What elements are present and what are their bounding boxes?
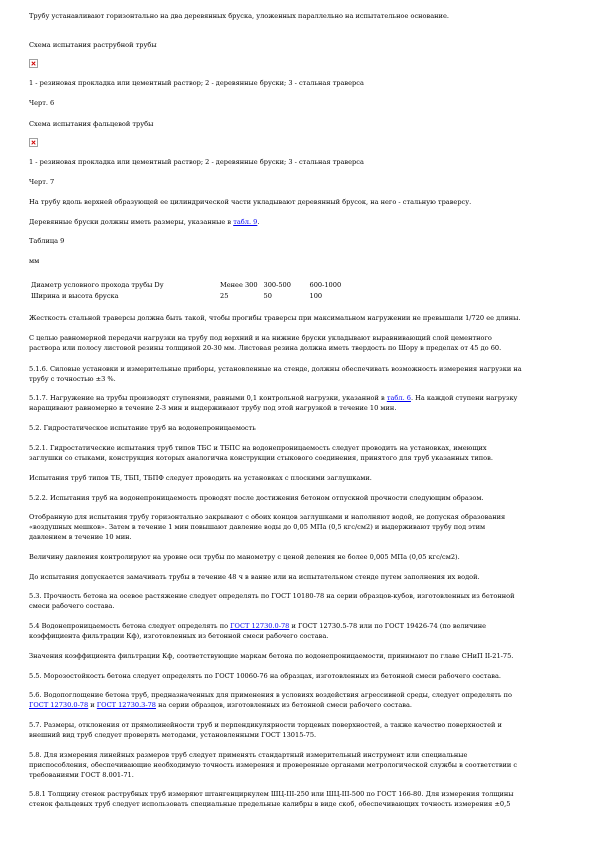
paragraph-line: трубу с точностью ±3 %.: [29, 375, 116, 383]
paragraph-text: . На каждой ступени нагрузку: [410, 394, 518, 402]
paragraph-line: 5.1.6. Силовые установки и измерительные приборы, установленные на стенде, должны обеспечивать возможность измерения нагрузки на: [29, 365, 522, 373]
paragraph-line: 5.6. Водопоглощение бетона труб, предназначенных для применения в условиях воздействия агрессивной среды, следует определять по: [29, 691, 512, 699]
paragraph-line: «воздушных мешков». Затем в течение 1 мин повышают давление воды до 0,05 МПа (0,5 кгс/см2) и выдерживают трубу под этим: [29, 523, 486, 531]
paragraph-line: коэффициента фильтрации Кф), изготовленных из бетонной смеси рабочего состава.: [29, 632, 329, 640]
figure-legend: 1 - резиновая прокладка или цементный раствор; 2 - деревянные бруски; 3 - стальная траверса: [29, 79, 364, 87]
table-cell: Ширина и высота бруска: [31, 291, 119, 300]
paragraph-line: 5.8. Для измерения линейных размеров труб следует применять стандартный измерительный инструмент или специальные: [29, 751, 468, 759]
paragraph: До испытания допускается замачивать трубы в течение 48 ч в ванне или на испытательном стенде путем заполнения их водой.: [29, 573, 480, 581]
table-unit: мм: [29, 257, 40, 265]
scheme-socket-title: Схема испытания раструбной трубы: [29, 41, 157, 49]
paragraph-line: смеси рабочего состава.: [29, 602, 115, 610]
paragraph-line: [29, 701, 569, 711]
paragraph-text: и ГОСТ 12730.5-78 или по ГОСТ 19426-74 (по величине: [289, 622, 487, 630]
paragraph: Значения коэффициента фильтрации Кф, соответствующие маркам бетона по водонепроницаемости, принимают по главе СНиП II-21-75.: [29, 652, 514, 660]
paragraph: [29, 218, 569, 228]
broken-image-icon: [29, 138, 38, 147]
paragraph-line: 5.2.1. Гидростатические испытания труб типов ТБС и ТБПС на водонепроницаемость следует проводить на установках, имеющих: [29, 444, 487, 452]
table-row: [31, 290, 347, 301]
paragraph-text: на серии образцов, изготовленных из бетонной смеси рабочего состава.: [156, 701, 412, 709]
paragraph: Испытания труб типов ТБ, ТБП, ТБПФ следует проводить на установках с плоскими заглушками.: [29, 474, 372, 482]
figure-caption: Черт. 6: [29, 99, 55, 107]
paragraph-line: давлением в течение 10 мин.: [29, 533, 132, 541]
section-heading: 5.2. Гидростатическое испытание труб на водонепроницаемость: [29, 424, 256, 432]
paragraph-line: 5.8.1 Толщину стенок раструбных труб измеряют штангенциркулем ШЦ-III-250 или ШЦ-III-500 по ГОСТ 166-80. Для измерения толщины: [29, 790, 514, 798]
table-cell: 300-500: [263, 280, 291, 289]
paragraph: На трубу вдоль верхней образующей ее цилиндрической части укладывают деревянный брусок, на него - стальную траверсу.: [29, 198, 472, 206]
table-cell: Менее 300: [220, 280, 258, 289]
paragraph-line: приспособления, обеспечивающие необходимую точность измерения и проверенные органами метрологической службы в соответствии с: [29, 761, 518, 769]
gost-12730-0-link[interactable]: ГОСТ 12730.0-78: [29, 701, 89, 709]
paragraph-line: 5.3. Прочность бетона на осевое растяжение следует определять по ГОСТ 10180-78 на серии образцов-кубов, изготовленных из бетонной: [29, 592, 515, 600]
table-cell: 25: [220, 291, 229, 300]
paragraph-line: [29, 394, 569, 404]
figure-caption: Черт. 7: [29, 178, 55, 186]
table-cell: 50: [263, 291, 272, 300]
paragraph-line: 5.7. Размеры, отклонения от прямолинейности труб и перпендикулярности торцевых поверхностей, а также качество поверхностей и: [29, 721, 502, 729]
paragraph: 5.5. Морозостойкость бетона следует определять по ГОСТ 10060-76 на образцах, изготовленных из бетонной смеси рабочего состава.: [29, 672, 502, 680]
table-row: [31, 279, 347, 290]
figure-legend: 1 - резиновая прокладка или цементный раствор; 2 - деревянные бруски; 3 - стальная траверса: [29, 158, 364, 166]
paragraph-text: 5.1.7. Нагружение на трубы производят ступенями, равными 0,1 контрольной нагрузки, указанной в: [29, 394, 387, 402]
table-cell: 100: [309, 291, 323, 300]
paragraph-line: внешний вид труб следует проверять методами, установленными ГОСТ 13015-75.: [29, 731, 317, 739]
paragraph-text: .: [257, 218, 260, 226]
paragraph: Величину давления контролируют на уровне оси трубы по манометру с ценой деления не более 0,005 МПа (0,05 кгс/см2).: [29, 553, 460, 561]
paragraph-text: и: [88, 701, 97, 709]
paragraph-line: требованиями ГОСТ 8.001-71.: [29, 771, 134, 779]
paragraph: Жесткость стальной траверсы должна быть такой, чтобы прогибы траверсы при максимальном нагружении не превышали 1/720 ее длины.: [29, 314, 521, 322]
paragraph-line: наращивают равномерно в течение 2-3 мин и выдерживают трубу под этой нагрузкой в течение 10 мин.: [29, 404, 397, 412]
paragraph: Трубу устанавливают горизонтально на два деревянных бруска, уложенных параллельно на испытательное основание.: [29, 12, 449, 20]
paragraph-text: 5.4 Водонепроницаемость бетона следует определять по: [29, 622, 231, 630]
paragraph-line: С целью равномерной передачи нагрузки на трубу под верхний и на нижние бруски укладывают выравнивающий слой цементного: [29, 334, 492, 342]
table-title: Таблица 9: [29, 237, 65, 245]
table-cell: 600-1000: [309, 280, 342, 289]
table-9-link[interactable]: табл. 9: [233, 218, 258, 226]
broken-image-icon: [29, 59, 38, 68]
paragraph-line: стенок фальцевых труб следует использовать специальные предельные калибры в виде скоб, обеспечивающих точность измерения ±0,5: [29, 800, 511, 808]
table-6-link[interactable]: табл. 6: [386, 394, 411, 402]
table-cell: Диаметр условного прохода трубы Dу: [31, 280, 164, 289]
paragraph-line: [29, 622, 569, 632]
paragraph-line: раствора или полосу листовой резины толщиной 20-30 мм. Листовая резина должна иметь твердость по Шору в пределах от 45 до 60.: [29, 344, 502, 352]
table-9: [31, 279, 347, 301]
gost-12730-0-link[interactable]: ГОСТ 12730.0-78: [230, 622, 290, 630]
paragraph: 5.2.2. Испытания труб на водонепроницаемость проводят после достижения бетоном отпускной прочности следующим образом.: [29, 494, 484, 502]
paragraph-text: Деревянные бруски должны иметь размеры, указанные в: [29, 218, 234, 226]
gost-12730-3-link[interactable]: ГОСТ 12730.3-78: [96, 701, 156, 709]
paragraph-line: Отобранную для испытания трубу горизонтально закрывают с обоих концов заглушками и наполняют водой, не допуская образования: [29, 513, 506, 521]
paragraph-line: заглушки со стыками, конструкция которых аналогична конструкции стыкового соединения, принятого для труб указанных типов.: [29, 454, 493, 462]
scheme-flat-title: Схема испытания фальцевой трубы: [29, 120, 154, 128]
